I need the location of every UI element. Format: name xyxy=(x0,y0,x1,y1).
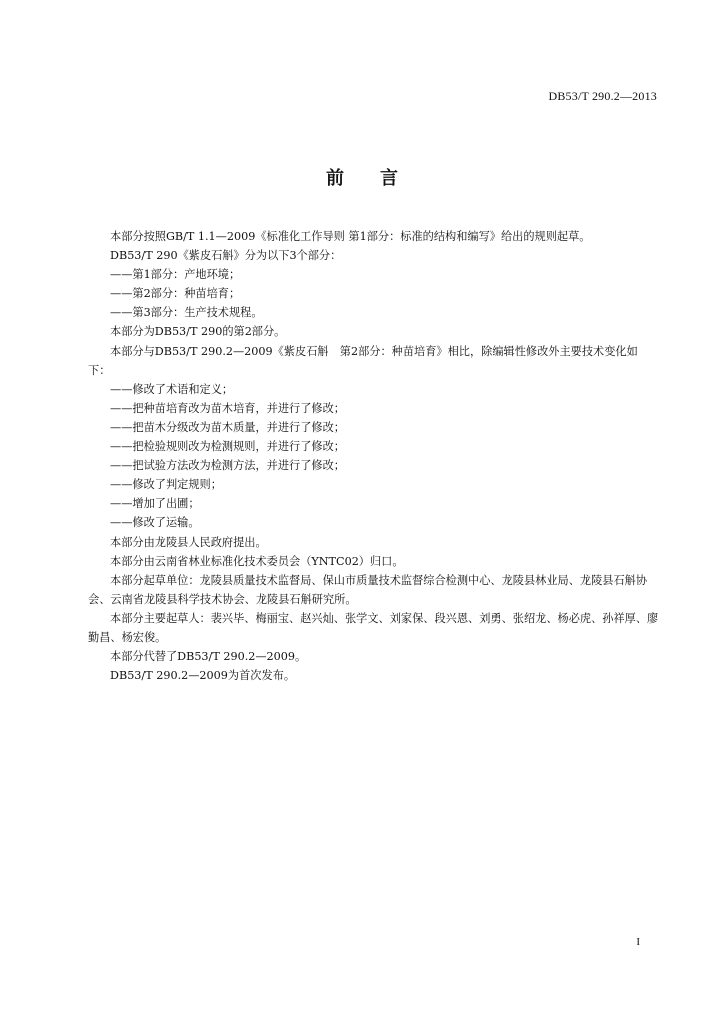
list-item-change: ——修改了术语和定义； xyxy=(110,382,234,396)
list-item-part-3: ——第3部分：生产技术规程。 xyxy=(110,306,263,320)
list-item-change: ——修改了判定规则； xyxy=(110,478,222,492)
list-item-part-2: ——第2部分：种苗培育； xyxy=(110,287,241,301)
title-char-2: 言 xyxy=(380,168,398,189)
title-char-1: 前 xyxy=(326,168,344,189)
list-item-change: ——把种苗培育改为苗木培育，并进行了修改； xyxy=(110,401,345,415)
foreword-body xyxy=(88,227,660,685)
standard-code-header: DB53/T 290.2—2013 xyxy=(548,89,657,103)
list-item-change: ——增加了出圃； xyxy=(110,497,200,511)
list-item-part-1: ——第1部分：产地环境； xyxy=(110,268,241,282)
list-item-change: ——把试验方法改为检测方法，并进行了修改； xyxy=(110,459,345,473)
paragraph-replaces: 本部分代替了DB53/T 290.2—2009。 xyxy=(110,650,307,664)
paragraph-drafting-rules: 本部分按照GB/T 1.1—2009《标准化工作导则 第1部分：标准的结构和编写》给出的规则起草。 xyxy=(110,230,591,243)
page-number: I xyxy=(636,936,640,948)
paragraph-drafters: 本部分主要起草人：裴兴毕、梅丽宝、赵兴灿、张学文、刘家保、段兴恩、刘勇、张绍龙、杨必虎、孙祥厚、廖勤昌、杨宏俊。 xyxy=(88,611,659,644)
paragraph-drafting-units: 本部分起草单位：龙陵县质量技术监督局、保山市质量技术监督综合检测中心、龙陵县林业局、龙陵县石斛协会、云南省龙陵县科学技术协会、龙陵县石斛研究所。 xyxy=(88,573,648,606)
paragraph-changes-intro: 本部分与DB53/T 290.2—2009《紫皮石斛 第2部分：种苗培育》相比，除编辑性修改外主要技术变化如下： xyxy=(88,344,638,377)
paragraph-proposer: 本部分由龙陵县人民政府提出。 xyxy=(110,535,267,549)
list-item-change: ——修改了运输。 xyxy=(110,516,200,530)
paragraph-administrator: 本部分由云南省林业标准化技术委员会（YNTC02）归口。 xyxy=(110,554,404,568)
page-title xyxy=(0,164,724,190)
list-item-change: ——把检验规则改为检测规则，并进行了修改； xyxy=(110,440,345,454)
paragraph-parts-intro: DB53/T 290《紫皮石斛》分为以下3个部分： xyxy=(110,249,342,263)
paragraph-this-part: 本部分为DB53/T 290的第2部分。 xyxy=(110,325,286,339)
paragraph-first-release: DB53/T 290.2—2009为首次发布。 xyxy=(110,669,296,683)
list-item-change: ——把苗木分级改为苗木质量，并进行了修改； xyxy=(110,420,345,434)
